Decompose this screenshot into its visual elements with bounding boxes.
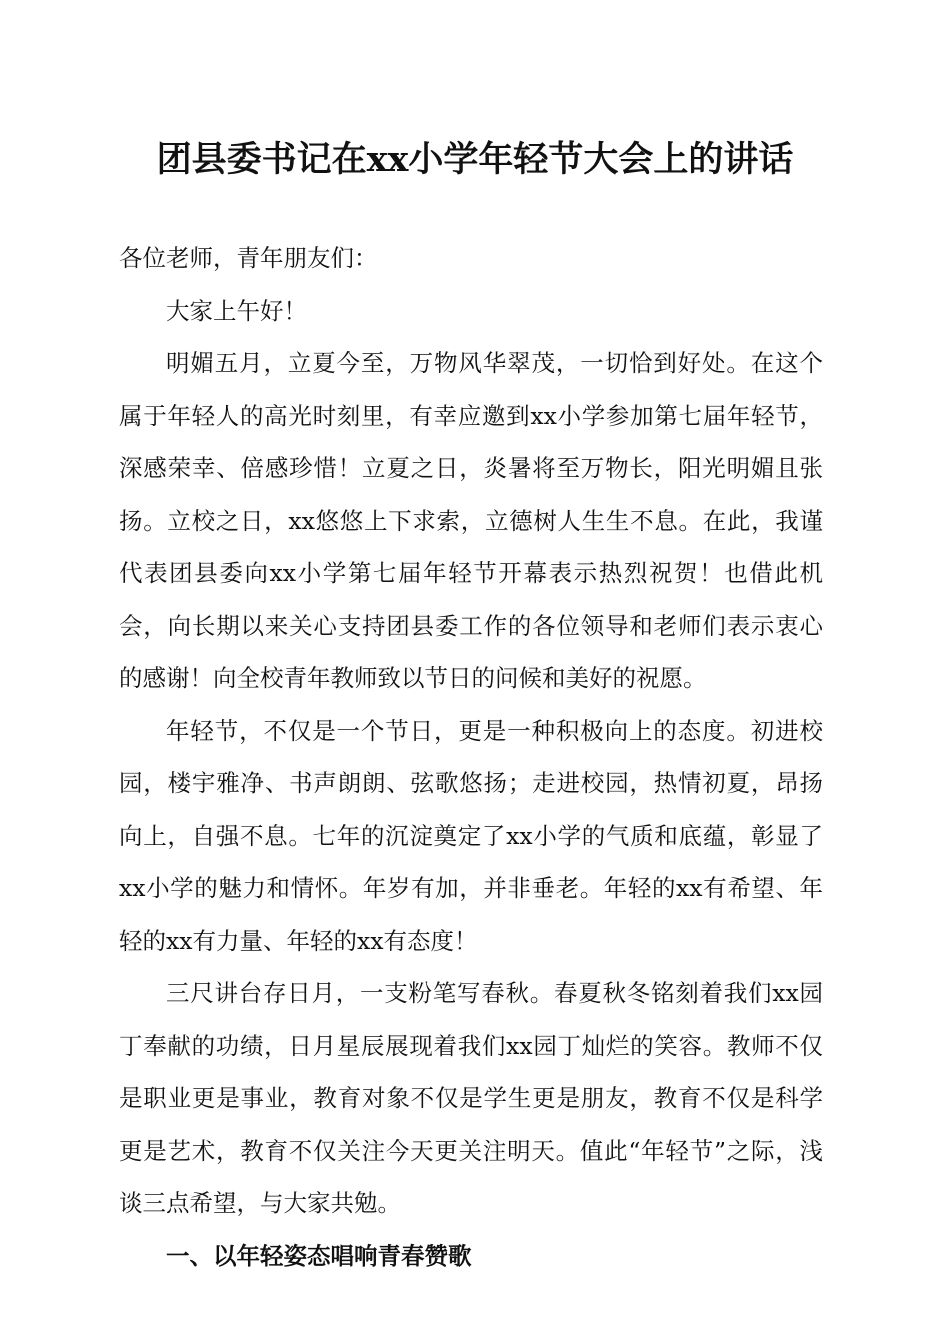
paragraph-intro: 明媚五月，立夏今至，万物风华翠茂，一切恰到好处。在这个属于年轻人的高光时刻里，有幸应邀到xx小学参加第七届年轻节，深感荣幸、倍感珍惜！立夏之日，炎暑将至万物长，阳光明媚且张扬。立校之日，xx悠悠上下求索，立德树人生生不息。在此，我谨代表团县委向xx小学第七届年轻节开幕表示热烈祝贺！也借此机会，向长期以来关心支持团县委工作的各位领导和老师们表示衷心的感谢！向全校青年教师致以节日的问候和美好的祝愿。 — [119, 349, 823, 692]
paragraph-youth-festival: 年轻节，不仅是一个节日，更是一种积极向上的态度。初进校园，楼宇雅净、书声朗朗、弦歌悠扬；走进校园，热情初夏，昂扬向上，自强不息。七年的沉淀奠定了xx小学的气质和底蕴，彰显了xx小学的魅力和情怀。年岁有加，并非垂老。年轻的xx有希望、年轻的xx有力量、年轻的xx有态度！ — [119, 716, 823, 955]
greeting: 大家上午好！ — [166, 296, 307, 325]
document-body — [119, 232, 823, 1282]
section-heading: 一、以年轻姿态唱响青春赞歌 — [166, 1241, 472, 1270]
salutation: 各位老师，青年朋友们： — [119, 244, 378, 272]
document-title: 团县委书记在xx小学年轻节大会上的讲话 — [156, 139, 794, 180]
paragraph-teachers: 三尺讲台存日月，一支粉笔写春秋。春夏秋冬铭刻着我们xx园丁奉献的功绩，日月星辰展现着我们xx园丁灿烂的笑容。教师不仅是职业更是事业，教育对象不仅是学生更是朋友，教育不仅是科学更是艺术，教育不仅关注今天更关注明天。值此“年轻节”之际，浅谈三点希望，与大家共勉。 — [119, 979, 823, 1217]
